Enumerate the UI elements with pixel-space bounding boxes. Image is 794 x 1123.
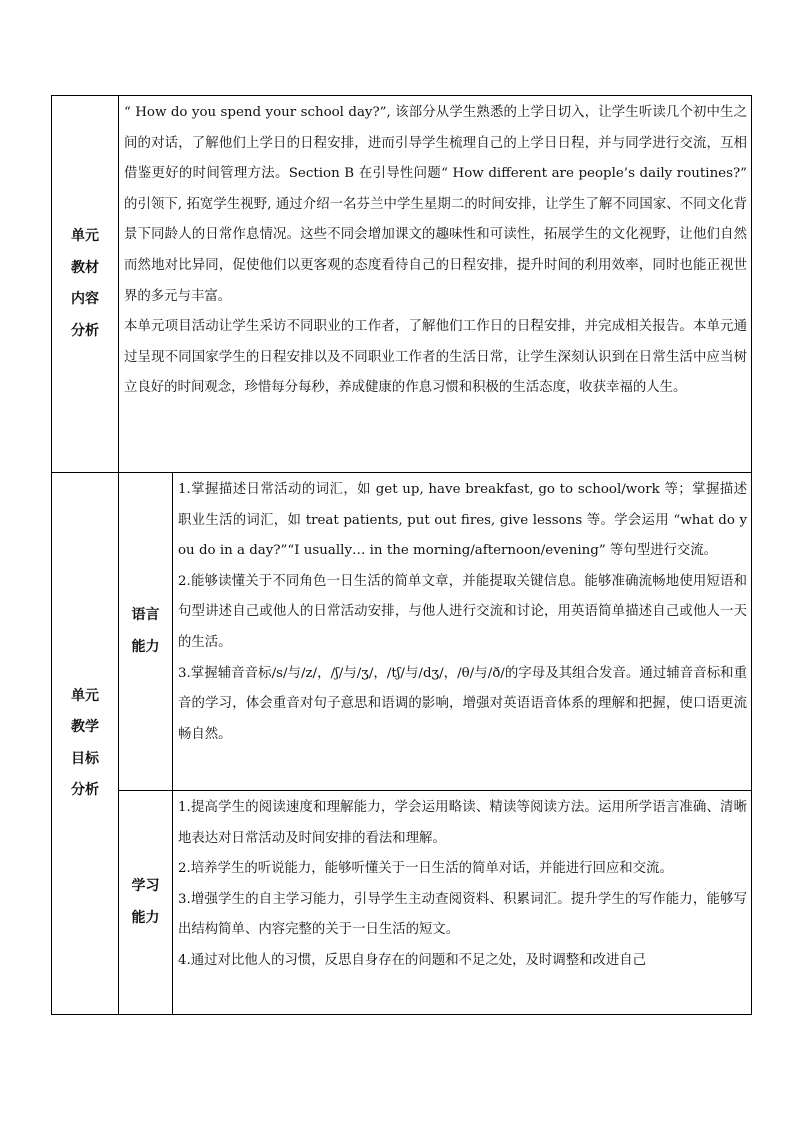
paragraph: 2.能够读懂关于不同角色一日生活的简单文章，并能提取关键信息。能够准确流畅地使用短语和句型讲述自己或他人的日常活动安排，与他人进行交流和讨论，用英语简单描述自己或他人一天的生活。 bbox=[178, 573, 748, 650]
analysis-table bbox=[51, 95, 752, 1015]
goals-analysis-label bbox=[52, 473, 119, 1015]
label-line: 单元 bbox=[71, 687, 99, 704]
learning-ability-row bbox=[52, 791, 752, 1015]
label-line: 分析 bbox=[71, 782, 99, 798]
label-line: 能力 bbox=[131, 909, 160, 926]
label-line: 能力 bbox=[131, 638, 160, 655]
language-ability-text bbox=[173, 473, 752, 791]
learning-ability-text bbox=[173, 791, 752, 1015]
language-ability-label bbox=[119, 473, 173, 791]
label-line: 单元 bbox=[71, 228, 99, 244]
content-analysis-text bbox=[119, 96, 752, 473]
label-line: 语言 bbox=[131, 607, 160, 623]
paragraph: 4.通过对比他人的习惯，反思自身存在的问题和不足之处，及时调整和改进自己 bbox=[178, 952, 647, 968]
language-ability-row bbox=[52, 473, 752, 791]
paragraph: 2.培养学生的听说能力，能够听懂关于一日生活的简单对话，并能进行回应和交流。 bbox=[178, 861, 673, 877]
label-line: 教学 bbox=[71, 719, 99, 735]
label-line: 内容 bbox=[71, 291, 99, 307]
learning-ability-label bbox=[119, 791, 173, 1015]
label-line: 学习 bbox=[131, 878, 160, 894]
paragraph: 1.提高学生的阅读速度和理解能力，学会运用略读、精读等阅读方法。运用所学语言准确、清晰地表达对日常活动及时间安排的看法和理解。 bbox=[178, 800, 748, 846]
label-line: 教材 bbox=[71, 259, 99, 276]
content-analysis-label bbox=[52, 96, 119, 473]
paragraph: “ How do you spend your school day?”, 该部分从学生熟悉的上学日切入，让学生听读几个初中生之间的对话，了解他们上学日的日程安排，进而引导学生梳理自己的上学日日程，并与同学进行交流，互相借鉴更好的时间管理方法。Section B 在引导性问题“ How different are people’s daily routines?” 的引领下, 拓宽学生视野, 通过介绍一名芬兰中学生星期二的时间安排，让学生了解不同国家、不同文化背景下同龄人的日常作息情况。这些不同会增加课文的趣味性和可读性，拓展学生的文化视野，让他们自然而然地对比异同，促使他们以更客观的态度看待自己的日程安排，提升时间的利用效率，同时也能正视世界的多元与丰富。 bbox=[124, 105, 748, 304]
label-line: 分析 bbox=[71, 322, 99, 339]
content-analysis-row bbox=[52, 96, 752, 473]
paragraph: 1.掌握描述日常活动的词汇，如 get up, have breakfast, go to school/work 等；掌握描述职业生活的词汇，如 treat patients, put out fires, give lessons 等。学会运用 “what do you do in a day?”“I usually… in the morning/afternoon/evening” 等句型进行交流。 bbox=[178, 482, 748, 559]
paragraph: 3.掌握辅音音标/s/与/z/，/ʃ/与/ʒ/，/tʃ/与/dʒ/，/θ/与/ð/的字母及其组合发音。通过辅音音标和重音的学习，体会重音对句子意思和语调的影响，增强对英语语音体系的理解和把握，使口语更流畅自然。 bbox=[178, 665, 748, 742]
label-line: 目标 bbox=[71, 750, 99, 767]
paragraph: 本单元项目活动让学生采访不同职业的工作者，了解他们工作日的日程安排，并完成相关报告。本单元通过呈现不同国家学生的日程安排以及不同职业工作者的生活日常，让学生深刻认识到在日常生活中应当树立良好的时间观念，珍惜每分每秒，养成健康的作息习惯和积极的生活态度，收获幸福的人生。 bbox=[124, 319, 748, 396]
paragraph: 3.增强学生的自主学习能力，引导学生主动查阅资料、积累词汇。提升学生的写作能力，能够写出结构简单、内容完整的关于一日生活的短文。 bbox=[178, 891, 748, 938]
